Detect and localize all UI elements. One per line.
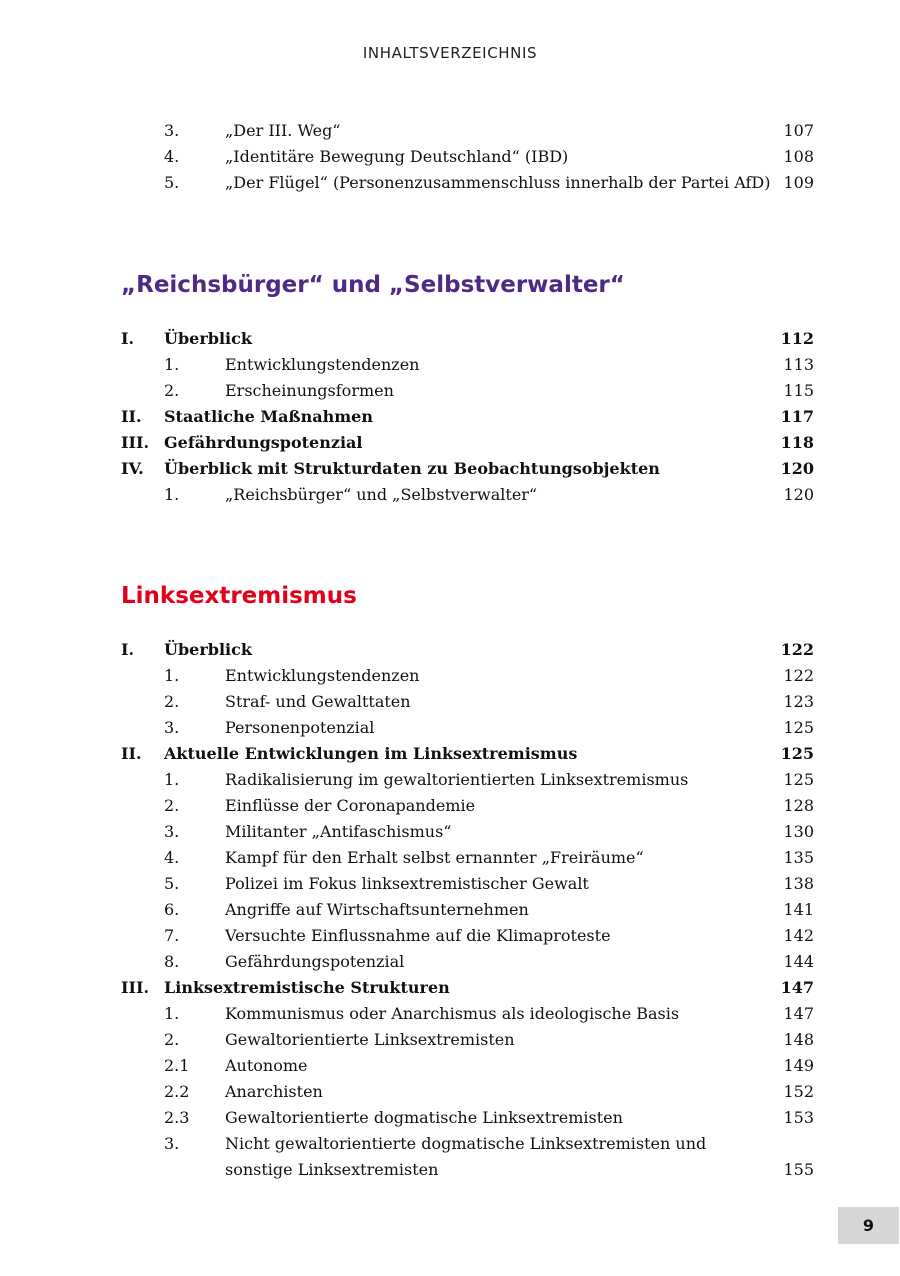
toc-entry-page: 125 <box>783 718 814 737</box>
toc-entry[interactable] <box>121 378 814 404</box>
toc-entry[interactable] <box>121 1001 814 1027</box>
toc-entry-number: 2. <box>164 1030 180 1049</box>
toc-entry-number: 2.3 <box>164 1108 190 1127</box>
toc-entry-label: Kampf für den Erhalt selbst ernannter „Freiräume“ <box>225 848 644 867</box>
toc-entry[interactable] <box>121 741 814 767</box>
toc-entry-page: 117 <box>780 407 814 426</box>
toc-entry[interactable] <box>121 430 814 456</box>
toc-entry-number: 1. <box>164 485 180 504</box>
toc-entry-label: Angriffe auf Wirtschaftsunternehmen <box>225 900 529 919</box>
toc-entry-number: 7. <box>164 926 180 945</box>
toc-entry[interactable] <box>121 170 814 196</box>
running-head: INHALTSVERZEICHNIS <box>362 44 538 62</box>
toc-entry[interactable] <box>121 871 814 897</box>
toc-entry-label: Kommunismus oder Anarchismus als ideologische Basis <box>225 1004 680 1023</box>
toc-entry-page: 122 <box>783 666 814 685</box>
toc-entry-label: Einflüsse der Coronapandemie <box>225 796 476 815</box>
toc-entry-number: I. <box>121 640 135 659</box>
toc-entry-label: Überblick <box>164 329 252 348</box>
toc-entry[interactable] <box>121 118 814 144</box>
toc-entry-number: 1. <box>164 1004 180 1023</box>
toc-entry-page: 125 <box>780 744 814 763</box>
section-title-reichsbuerger: „Reichsbürger“ und „Selbstverwalter“ <box>121 272 625 298</box>
toc-entry-number: 3. <box>164 121 180 140</box>
toc-entry[interactable] <box>121 456 814 482</box>
toc-entry-page: 141 <box>783 900 814 919</box>
toc-entry[interactable] <box>121 482 814 508</box>
toc-entry-number: 2. <box>164 381 180 400</box>
toc-continued-list <box>121 118 814 196</box>
toc-entry-number: 2.2 <box>164 1082 190 1101</box>
toc-entry-label: Polizei im Fokus linksextremistischer Gewalt <box>225 874 589 893</box>
toc-entry-number: 1. <box>164 355 180 374</box>
toc-entry-label: Nicht gewaltorientierte dogmatische Linksextremisten und sonstige Linksextremisten <box>225 1134 707 1179</box>
toc-entry-label: Gefährdungspotenzial <box>164 433 363 452</box>
toc-entry[interactable] <box>121 689 814 715</box>
toc-entry[interactable] <box>121 326 814 352</box>
toc-entry[interactable] <box>121 1105 814 1131</box>
toc-entry-page: 112 <box>780 329 814 348</box>
toc-entry[interactable] <box>121 897 814 923</box>
toc-entry-label: Überblick mit Strukturdaten zu Beobachtungsobjekten <box>164 459 660 478</box>
toc-entry-label: Linksextremistische Strukturen <box>164 978 450 997</box>
toc-entry[interactable] <box>121 1079 814 1105</box>
toc-entry-number: III. <box>121 433 150 452</box>
toc-entry[interactable] <box>121 1027 814 1053</box>
toc-entry-number: 1. <box>164 666 180 685</box>
toc-entry-label: Überblick <box>164 640 252 659</box>
toc-entry-label: Entwicklungstendenzen <box>225 666 420 685</box>
toc-entry-number: II. <box>121 744 142 763</box>
toc-entry-label: Militanter „Antifaschismus“ <box>225 822 452 841</box>
toc-entry[interactable] <box>121 819 814 845</box>
toc-entry-page: 142 <box>783 926 814 945</box>
toc-entry-page: 109 <box>783 173 814 192</box>
toc-entry[interactable] <box>121 715 814 741</box>
toc-entry-number: 3. <box>164 718 180 737</box>
toc-entry-page: 125 <box>783 770 814 789</box>
toc-entry-number: I. <box>121 329 135 348</box>
toc-entry-label: „Der Flügel“ (Personenzusammenschluss innerhalb der Partei AfD) <box>225 173 771 192</box>
toc-entry-page: 155 <box>783 1160 814 1179</box>
toc-linksextremismus-list <box>121 637 814 1183</box>
toc-entry-page: 147 <box>780 978 814 997</box>
toc-entry-number: 5. <box>164 173 180 192</box>
toc-entry-label: Versuchte Einflussnahme auf die Klimaproteste <box>225 926 611 945</box>
toc-entry-number: 4. <box>164 147 180 166</box>
toc-entry-label: Radikalisierung im gewaltorientierten Linksextremismus <box>225 770 689 789</box>
toc-entry[interactable] <box>121 144 814 170</box>
toc-entry-number: III. <box>121 978 150 997</box>
page-number: 9 <box>838 1207 899 1244</box>
toc-entry[interactable] <box>121 845 814 871</box>
toc-entry-page: 152 <box>783 1082 814 1101</box>
toc-entry[interactable] <box>121 975 814 1001</box>
toc-entry-label: „Reichsbürger“ und „Selbstverwalter“ <box>225 485 538 504</box>
toc-entry[interactable] <box>121 923 814 949</box>
toc-entry[interactable] <box>121 352 814 378</box>
toc-entry[interactable] <box>121 767 814 793</box>
toc-entry[interactable] <box>121 949 814 975</box>
toc-entry-page: 148 <box>783 1030 814 1049</box>
toc-entry-label: Staatliche Maßnahmen <box>164 407 373 426</box>
toc-entry-number: 8. <box>164 952 180 971</box>
toc-entry-number: 1. <box>164 770 180 789</box>
toc-entry-number: 6. <box>164 900 180 919</box>
toc-entry-number: 5. <box>164 874 180 893</box>
toc-entry-number: 2. <box>164 692 180 711</box>
toc-entry[interactable] <box>121 1131 814 1183</box>
toc-entry-label: Gewaltorientierte dogmatische Linksextremisten <box>225 1108 623 1127</box>
toc-entry-number: 2. <box>164 796 180 815</box>
toc-entry-label: „Der III. Weg“ <box>225 121 341 140</box>
toc-entry-label: Autonome <box>225 1056 308 1075</box>
toc-entry-page: 135 <box>783 848 814 867</box>
toc-entry-page: 120 <box>783 485 814 504</box>
toc-entry-page: 107 <box>783 121 814 140</box>
toc-entry-label: Anarchisten <box>225 1082 323 1101</box>
toc-entry-label: Personenpotenzial <box>225 718 375 737</box>
toc-entry-label: „Identitäre Bewegung Deutschland“ (IBD) <box>225 147 569 166</box>
toc-entry-page: 115 <box>783 381 814 400</box>
toc-entry-number: 4. <box>164 848 180 867</box>
toc-entry-page: 149 <box>783 1056 814 1075</box>
toc-entry-label: Straf- und Gewalttaten <box>225 692 411 711</box>
toc-entry-number: IV. <box>121 459 144 478</box>
toc-entry-label: Aktuelle Entwicklungen im Linksextremismus <box>164 744 578 763</box>
toc-entry-label: Entwicklungstendenzen <box>225 355 420 374</box>
toc-entry-number: 3. <box>164 822 180 841</box>
toc-entry[interactable] <box>121 793 814 819</box>
toc-entry-page: 108 <box>783 147 814 166</box>
toc-entry-page: 113 <box>783 355 814 374</box>
toc-entry-number: 3. <box>164 1134 180 1153</box>
toc-entry-page: 153 <box>783 1108 814 1127</box>
toc-entry-number: II. <box>121 407 142 426</box>
toc-entry-label: Gewaltorientierte Linksextremisten <box>225 1030 515 1049</box>
toc-reichsbuerger-list <box>121 326 814 508</box>
toc-entry[interactable] <box>121 404 814 430</box>
toc-entry-page: 144 <box>783 952 814 971</box>
toc-entry-page: 138 <box>783 874 814 893</box>
toc-entry[interactable] <box>121 663 814 689</box>
toc-entry-label: Gefährdungspotenzial <box>225 952 405 971</box>
toc-entry-page: 118 <box>780 433 814 452</box>
toc-entry[interactable] <box>121 1053 814 1079</box>
toc-entry-number: 2.1 <box>164 1056 190 1075</box>
toc-entry-label: Erscheinungsformen <box>225 381 394 400</box>
toc-entry-page: 130 <box>783 822 814 841</box>
toc-entry-page: 120 <box>780 459 814 478</box>
toc-entry-page: 123 <box>783 692 814 711</box>
section-title-linksextremismus: Linksextremismus <box>121 583 357 609</box>
toc-entry-page: 147 <box>783 1004 814 1023</box>
toc-entry-page: 122 <box>780 640 814 659</box>
toc-entry[interactable] <box>121 637 814 663</box>
toc-entry-page: 128 <box>783 796 814 815</box>
